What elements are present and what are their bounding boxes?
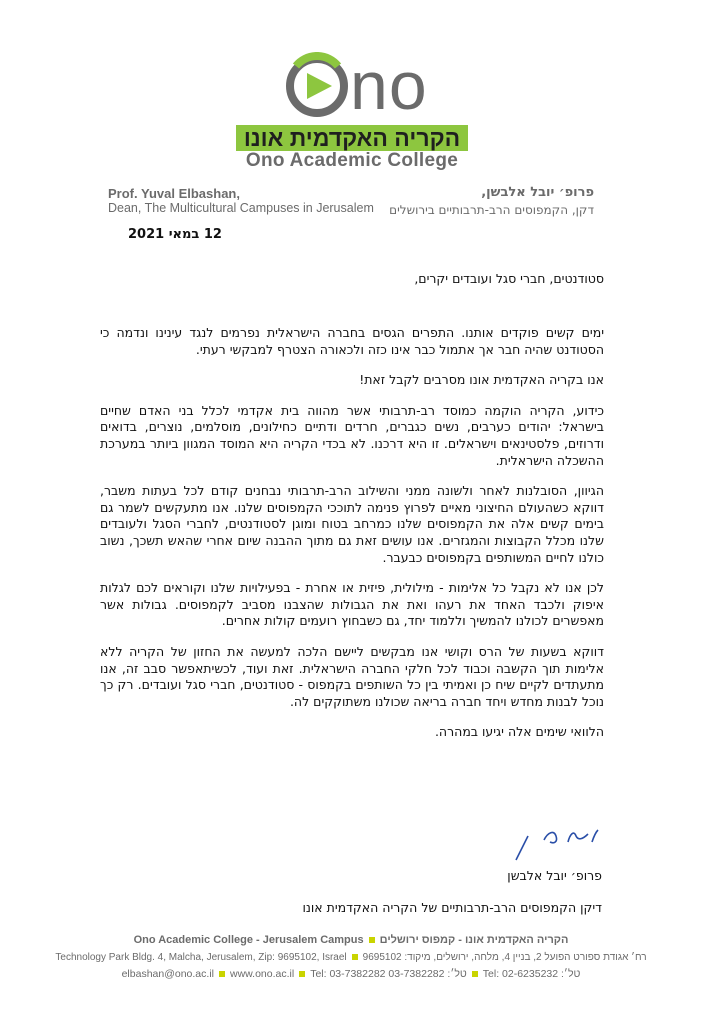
- paragraph: כידוע, הקריה הוקמה כמוסד רב-תרבותי אשר מהווה בית אקדמי לכלל בני האדם שחיים בישראל: יהודים כערבים, נשים כגברים, חרדים ודתיים כחילונים, מוסלמים, נוצרים, בדואים ודרוזים, פלסטינאים וישראלים. זו היא דרכנו. לא בכדי הקריה היא המוסד המגוון ביותר במערכת ההשכלה הישראלית.: [100, 402, 604, 468]
- footer-tel-1: Tel: 03-7382282: [310, 968, 386, 980]
- signer-name: פרופ׳ יובל אלבשן: [507, 868, 602, 883]
- paragraph: ימים קשים פוקדים אותנו. התפרים הגסים בחברה הישראלית נפרמים לנגד עינינו ונדמה כי הסטודנט שהיה חבר אך אתמול כבר אינו כזה ולכאורה הצטרף למבקשי רעתי.: [100, 325, 604, 357]
- square-bullet-icon: [219, 971, 225, 977]
- square-bullet-icon: [352, 954, 358, 960]
- paragraph: לכן אנו לא נקבל כל אלימות - מילולית, פיזית או אחרת - בפעילויות שלנו וקוראים לכם לגלות איפוק ולכבד האחד את רעהו ואת את הגבולות שהצבנו מסביב לקמפוסים. גבולות אשר מאפשרים לכולנו להמשיך וללמוד יחד, גם כשבחוץ רועמים קולות אחרים.: [100, 580, 604, 629]
- square-bullet-icon: [299, 971, 305, 977]
- greeting: סטודנטים, חברי סגל ועובדים יקרים,: [414, 271, 604, 286]
- letter-date: 12 במאי 2021: [128, 227, 222, 242]
- logo-english-name: Ono Academic College: [245, 150, 459, 171]
- footer-campus-he: הקריה האקדמית אונו - קמפוס ירושלים: [379, 934, 569, 946]
- square-bullet-icon: [369, 937, 375, 943]
- author-title-en: Dean, The Multicultural Campuses in Jerusalem: [108, 201, 374, 215]
- closing-line: הלוואי שימים אלה יגיעו במהרה.: [434, 724, 604, 740]
- paragraph: הגיוון, הסובלנות לאחר ולשונה ממני והשילוב הרב-תרבותי נבחנים קודם לכל בעתות משבר, דווקא כשהעולם החיצוני מאיים לפרוץ פנימה לתוככי הקמפוסים שלנו. אנו מתעקשים לשמר גם בימים קשים אלה את הקמפוסים שלנו כמרחב בטוח ומוגן לסטודנטים, לחברי הסגל ולעובדים שלנו מכלל הקבוצות והמגזרים. אנו עושים זאת גם מתוך ההבנה שיום אחרי שהאש תשכך, נשוב כולנו לחיים המשותפים בקמפוסים כבעבר.: [100, 483, 604, 565]
- author-title-he: דקן, הקמפוסים הרב-תרבותיים בירושלים: [389, 203, 594, 217]
- handwritten-signature: [510, 822, 602, 864]
- square-bullet-icon: [472, 971, 478, 977]
- footer-website[interactable]: www.ono.ac.il: [229, 968, 295, 980]
- footer-email[interactable]: elbashan@ono.ac.il: [121, 968, 214, 980]
- footer-tel-he-1: טל׳: 03-7382282: [388, 968, 467, 980]
- logo-hebrew-banner: הקריה האקדמית אונו: [236, 125, 468, 151]
- ono-logo-icon: [282, 52, 352, 120]
- footer-address-en: Technology Park Bldg. 4, Malcha, Jerusalem, Zip: 9695102, Israel: [55, 952, 347, 963]
- author-name-en: Prof. Yuval Elbashan,: [108, 186, 240, 201]
- footer-campus: [0, 934, 702, 946]
- footer-address-he: רח׳ אגודת ספורט הפועל 2, בניין 4, מלחה, ירושלים, מיקוד: 9695102: [362, 952, 647, 963]
- footer-address: [40, 952, 662, 963]
- paragraph: דווקא בשעות של הרס וקושי אנו מבקשים ליישם הלכה למעשה את החזון של הקריה ללא אלימות תוך הקשבה וכבוד לכל חלקי החברה הישראלית. זאת ועוד, לכשיתאפשר סבב זה, אנו מתעתדים לקיים שיח כן ואמיתי בין כל השותפים בקמפוס - סטודנטים, חברי סגל ועובדים. רק כך נוכל לבנות מחדש ויחד חברה בריאה שכולנו משתוקקים לה.: [100, 643, 604, 709]
- signer-title: דיקן הקמפוסים הרב-תרבותיים של הקריה האקדמית אונו: [302, 900, 602, 915]
- footer-campus-en: Ono Academic College - Jerusalem Campus: [133, 934, 364, 946]
- paragraph: אנו בקריה האקדמית אונו מסרבים לקבל זאת!: [359, 372, 604, 388]
- logo-wordmark: no: [350, 48, 428, 124]
- author-name-he: פרופ׳ יובל אלבשן,: [481, 185, 594, 200]
- footer-contacts: [0, 968, 702, 980]
- footer-tel-label-he: טל׳:: [561, 968, 581, 980]
- footer-tel-2: Tel: 02-6235232: [482, 968, 559, 980]
- letter-body: [100, 270, 604, 739]
